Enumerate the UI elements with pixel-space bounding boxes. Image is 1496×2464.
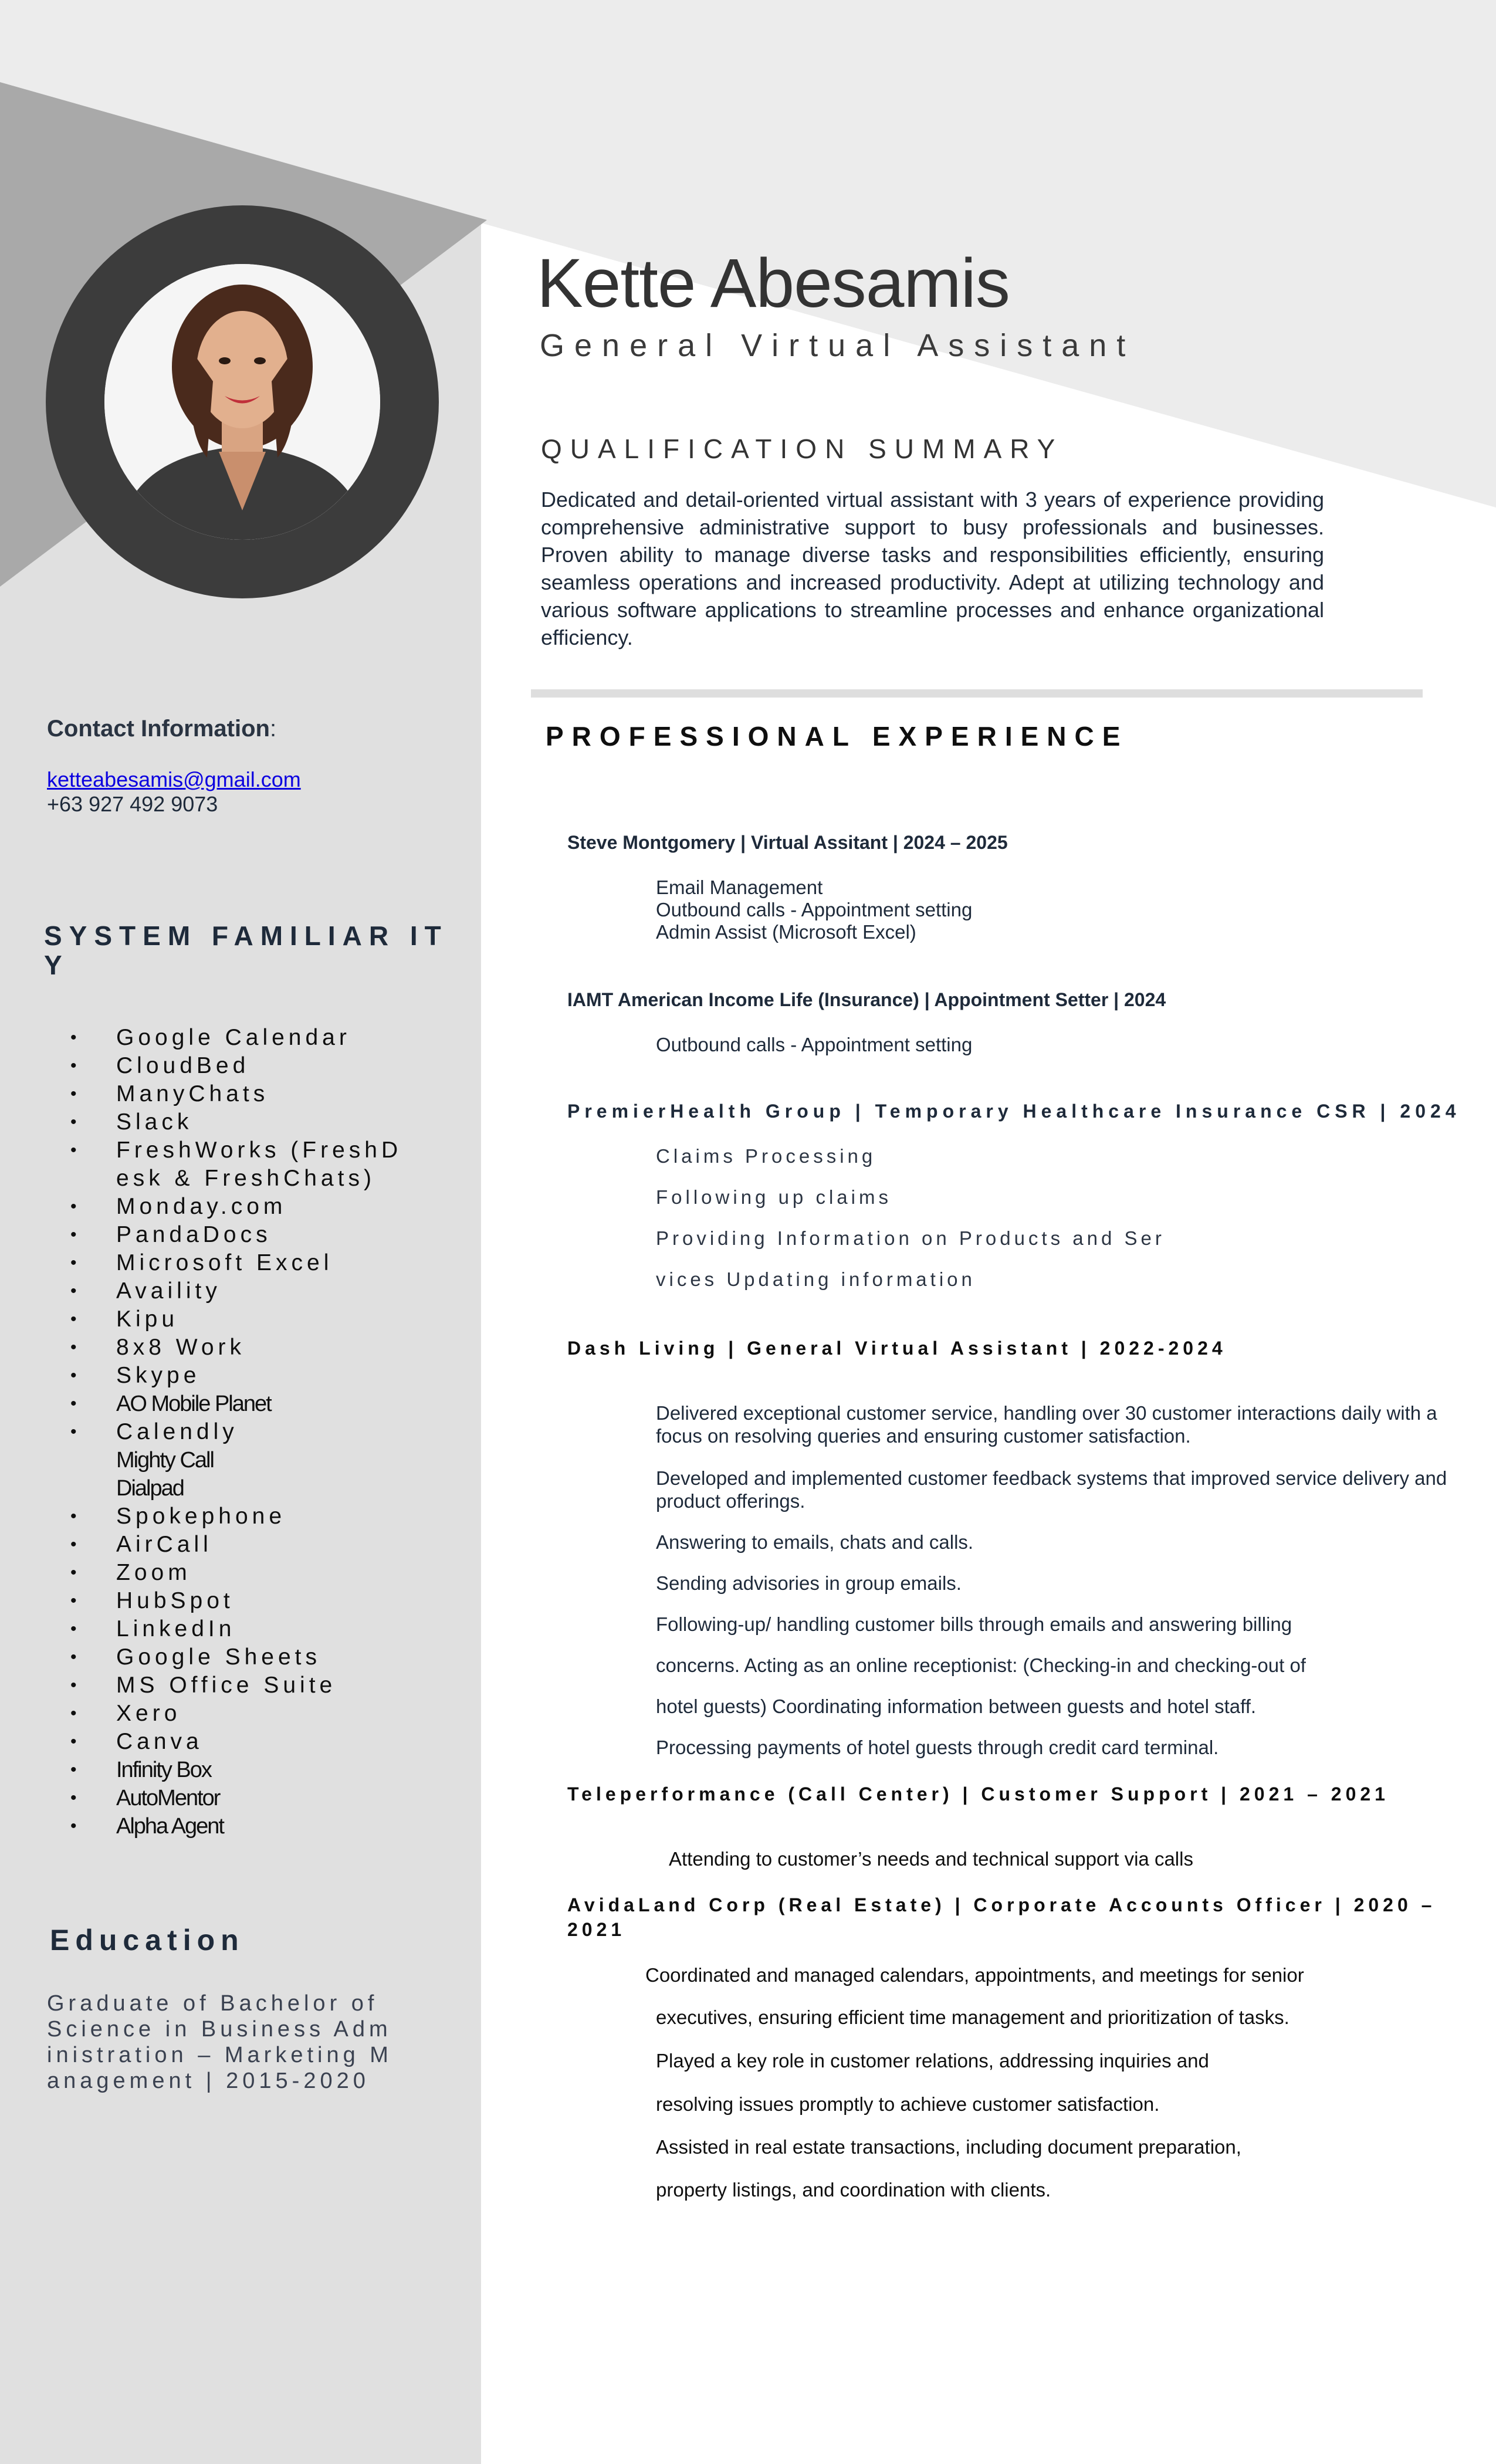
list-item [0, 1728, 463, 1756]
list-item [0, 1643, 463, 1671]
skill-label: Zoom [116, 1560, 191, 1585]
skill-label: Kipu [116, 1307, 179, 1332]
job-task: resolving issues promptly to achieve customer satisfaction. [656, 2093, 1160, 2115]
list-item [0, 1024, 463, 1052]
job-task: Outbound calls - Appointment setting [656, 1034, 973, 1055]
job-task: Coordinated and managed calendars, appointments, and meetings for senior [645, 1964, 1304, 1986]
bullet-icon: • [70, 1338, 77, 1357]
skill-label: Availity [116, 1278, 221, 1304]
job-task: Delivered exceptional customer service, handling over 30 customer interactions daily with a focus on resolving queries and ensuring customer satisfaction. [656, 1402, 1437, 1447]
job-task: Played a key role in customer relations, addressing inquiries and [656, 2050, 1209, 2072]
list-item [0, 1052, 463, 1080]
job-task: Following up claims [656, 1186, 892, 1208]
job-heading: AvidaLand Corp (Real Estate) | Corporate Accounts Officer | 2020 – 2021 [567, 1894, 1436, 1940]
job-task: Developed and implemented customer feedback systems that improved service delivery and product offerings. [656, 1467, 1447, 1512]
bullet-icon: • [70, 1591, 77, 1610]
list-item [0, 1531, 463, 1559]
skill-label: LinkedIn [116, 1616, 236, 1641]
education-text: Graduate of Bachelor of Science in Business Administration – Marketing Management | 2015-2020 [47, 1991, 392, 2093]
skill-label: Mighty Call [116, 1448, 214, 1473]
contact-title-label: Contact Information [47, 716, 270, 742]
job-heading: Dash Living | General Virtual Assistant | 2022-2024 [567, 1338, 1227, 1359]
job-task: Attending to customer’s needs and technical support via calls [669, 1848, 1193, 1870]
skill-label: HubSpot [116, 1588, 234, 1613]
contact-title [47, 716, 276, 742]
list-item [0, 1221, 463, 1249]
bullet-icon: • [70, 1281, 77, 1301]
job-task: Admin Assist (Microsoft Excel) [656, 921, 916, 943]
contact-title-colon: : [269, 716, 277, 742]
list-item [0, 1587, 463, 1615]
job-task: Claims Processing [656, 1145, 876, 1167]
job-task: concerns. Acting as an online receptionist: (Checking-in and checking-out of [656, 1654, 1306, 1676]
skill-label: Google Sheets [116, 1644, 321, 1670]
bullet-icon: • [70, 1253, 77, 1272]
job-heading: IAMT American Income Life (Insurance) | Appointment Setter | 2024 [567, 989, 1166, 1010]
list-item [0, 1756, 463, 1784]
bullet-icon: • [70, 1112, 77, 1132]
candidate-role: General Virtual Assistant [540, 328, 1136, 363]
bullet-icon: • [70, 1619, 77, 1639]
bullet-icon: • [70, 1309, 77, 1329]
list-item [0, 1305, 463, 1333]
experience-title: PROFESSIONAL EXPERIENCE [546, 721, 1129, 752]
list-item [0, 1362, 463, 1390]
list-item [0, 1700, 463, 1728]
skill-label: Skype [116, 1363, 201, 1388]
bullet-icon: • [70, 1197, 77, 1216]
bullet-icon: • [70, 1704, 77, 1723]
job-task: Providing Information on Products and Ser [656, 1227, 1165, 1249]
skill-label: PandaDocs [116, 1222, 272, 1247]
skill-label: Canva [116, 1729, 203, 1754]
profile-photo [104, 264, 380, 540]
list-item [0, 1615, 463, 1643]
skills-list [0, 1024, 463, 1840]
bullet-icon: • [70, 1732, 77, 1751]
list-item [0, 1812, 463, 1840]
bullet-icon: • [70, 1422, 77, 1441]
job-task: property listings, and coordination with clients. [656, 2179, 1051, 2201]
skill-label: Alpha Agent [116, 1814, 224, 1839]
skill-label: Calendly [116, 1419, 238, 1444]
bullet-icon: • [70, 1816, 77, 1836]
job-heading: Steve Montgomery | Virtual Assitant | 2024 – 2025 [567, 832, 1008, 853]
list-item [0, 1333, 463, 1362]
skill-label: Infinity Box [116, 1758, 211, 1782]
bullet-icon: • [70, 1394, 77, 1413]
list-item [0, 1277, 463, 1305]
list-item [0, 1418, 463, 1446]
list-item [0, 1193, 463, 1221]
job-task: vices Updating information [656, 1268, 976, 1290]
job-heading: PremierHealth Group | Temporary Healthcare Insurance CSR | 2024 [567, 1101, 1461, 1122]
job-task: hotel guests) Coordinating information between guests and hotel staff. [656, 1695, 1257, 1717]
job-task: Following-up/ handling customer bills through emails and answering billing [656, 1613, 1292, 1635]
bullet-icon: • [70, 1084, 77, 1104]
skill-label: Monday.com [116, 1194, 287, 1219]
job-heading: Teleperformance (Call Center) | Customer Support | 2021 – 2021 [567, 1783, 1389, 1805]
qualification-title: QUALIFICATION SUMMARY [541, 434, 1064, 464]
skill-label: AirCall [116, 1532, 212, 1557]
bullet-icon: • [70, 1676, 77, 1695]
bullet-icon: • [70, 1760, 77, 1779]
list-item [0, 1249, 463, 1277]
section-divider [531, 689, 1423, 698]
skill-label: CloudBed [116, 1053, 250, 1078]
list-item [0, 1080, 463, 1108]
bullet-icon: • [70, 1563, 77, 1582]
job-task: executives, ensuring efficient time management and prioritization of tasks. [656, 2006, 1289, 2028]
list-item [0, 1784, 463, 1812]
skill-label: Spokephone [116, 1504, 286, 1529]
list-item [0, 1559, 463, 1587]
job-task: Answering to emails, chats and calls. [656, 1531, 974, 1553]
job-task: Assisted in real estate transactions, including document preparation, [656, 2136, 1241, 2158]
bullet-icon: • [70, 1225, 77, 1244]
skill-label: Dialpad [116, 1476, 184, 1501]
phone-number: +63 927 492 9073 [47, 792, 218, 816]
skill-label: AO Mobile Planet [116, 1392, 271, 1416]
job-task: Sending advisories in group emails. [656, 1572, 962, 1594]
bullet-icon: • [70, 1028, 77, 1047]
job-task: Processing payments of hotel guests through credit card terminal. [656, 1737, 1219, 1758]
email-link[interactable]: ketteabesamis@gmail.com [47, 767, 301, 791]
bullet-icon: • [70, 1056, 77, 1075]
education-title: Education [50, 1924, 245, 1957]
list-item [0, 1108, 463, 1136]
list-item [0, 1474, 463, 1502]
list-item [0, 1390, 463, 1418]
skill-label: AutoMentor [116, 1786, 220, 1810]
list-item [0, 1136, 409, 1193]
skill-label: 8x8 Work [116, 1335, 245, 1360]
list-item [0, 1446, 463, 1474]
bullet-icon: • [70, 1647, 77, 1667]
person-portrait-icon [104, 264, 380, 540]
bullet-icon: • [70, 1788, 77, 1808]
job-task: Outbound calls - Appointment setting [656, 899, 973, 920]
job-task: Email Management [656, 876, 823, 898]
skill-label: Slack [116, 1109, 193, 1135]
list-item [0, 1671, 463, 1700]
skill-label: MS Office Suite [116, 1673, 337, 1698]
skill-label: Microsoft Excel [116, 1250, 333, 1275]
list-item [0, 1502, 463, 1531]
qualification-text: Dedicated and detail-oriented virtual assistant with 3 years of experience providing comprehensive administrative support to busy professionals and businesses. Proven ability to manage diverse tasks and responsibilities efficiently, ensuring seamless operations and increased productivity. Adept at utilizing technology and various software applications to streamline processes and enhance organizational efficiency. [541, 488, 1324, 649]
skill-label: FreshWorks (FreshDesk & FreshChats) [116, 1138, 402, 1191]
bullet-icon: • [70, 1507, 77, 1526]
system-familiarity-title: SYSTEM FAMILIAR ITY [44, 920, 448, 980]
bullet-icon: • [70, 1535, 77, 1554]
skill-label: Google Calendar [116, 1025, 351, 1050]
bullet-icon: • [70, 1140, 77, 1160]
bullet-icon: • [70, 1366, 77, 1385]
skill-label: Xero [116, 1701, 181, 1726]
skill-label: ManyChats [116, 1081, 269, 1106]
candidate-name: Kette Abesamis [537, 245, 1010, 322]
